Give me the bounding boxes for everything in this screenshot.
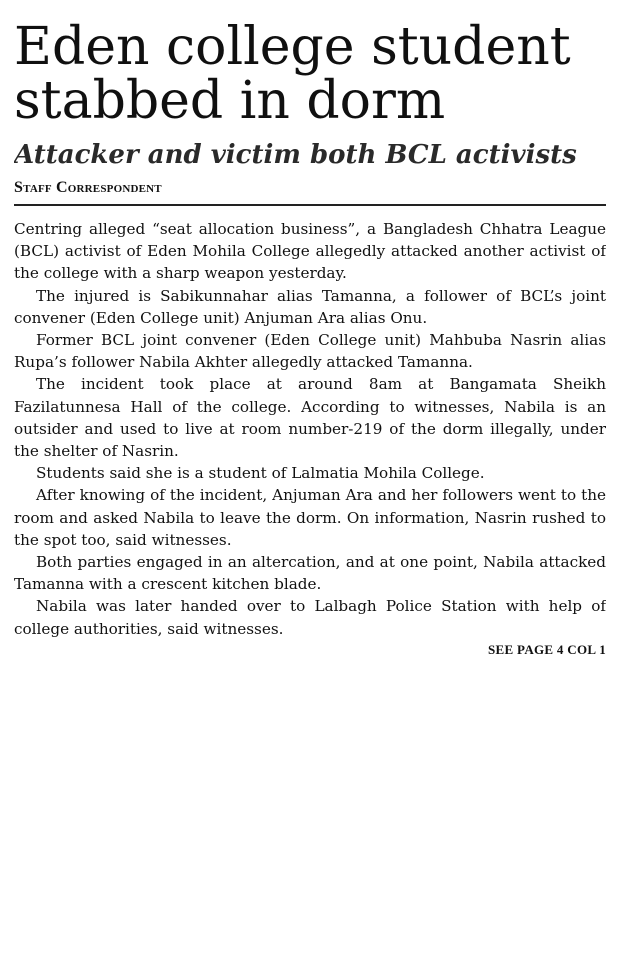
article-paragraph: Nabila was later handed over to Lalbagh Police Station with help of college authorities, said witnesses. (14, 597, 606, 638)
continuation-note: SEE PAGE 4 COL 1 (488, 641, 606, 657)
article-paragraph: The incident took place at around 8am at Bangamata Sheikh Fazilatunnesa Hall of the college. According to witnesses, Nabila is an outsider and used to live at room number-219 of the dorm illegally, under the shelter of Nasrin. (14, 375, 606, 461)
article-paragraph: Students said she is a student of Lalmatia Mohila College. (36, 464, 485, 483)
subheadline: Attacker and victim both BCL activists (14, 140, 577, 170)
article-paragraph: Former BCL joint convener (Eden College unit) Mahbuba Nasrin alias Rupa’s follower Nabila Akhter allegedly attacked Tamanna. (14, 331, 606, 372)
byline-divider (14, 204, 606, 206)
headline: Eden college student stabbed in dorm (14, 20, 571, 131)
article-paragraph: Both parties engaged in an altercation, and at one point, Nabila attacked Tamanna with a crescent kitchen blade. (14, 553, 606, 594)
byline: Staff Correspondent (14, 179, 162, 196)
article-paragraph: After knowing of the incident, Anjuman Ara and her followers went to the room and asked Nabila to leave the dorm. On information, Nasrin rushed to the spot too, said witnesses. (14, 486, 606, 549)
article-paragraph: The injured is Sabikunnahar alias Tamanna, a follower of BCL’s joint convener (Eden College unit) Anjuman Ara alias Onu. (14, 286, 606, 327)
news-article (14, 20, 606, 960)
article-body (14, 218, 606, 640)
article-paragraph: Centring alleged “seat allocation business”, a Bangladesh Chhatra League (BCL) activist of Eden Mohila College allegedly attacked another activist of the college with a sharp weapon yesterday. (14, 220, 606, 283)
